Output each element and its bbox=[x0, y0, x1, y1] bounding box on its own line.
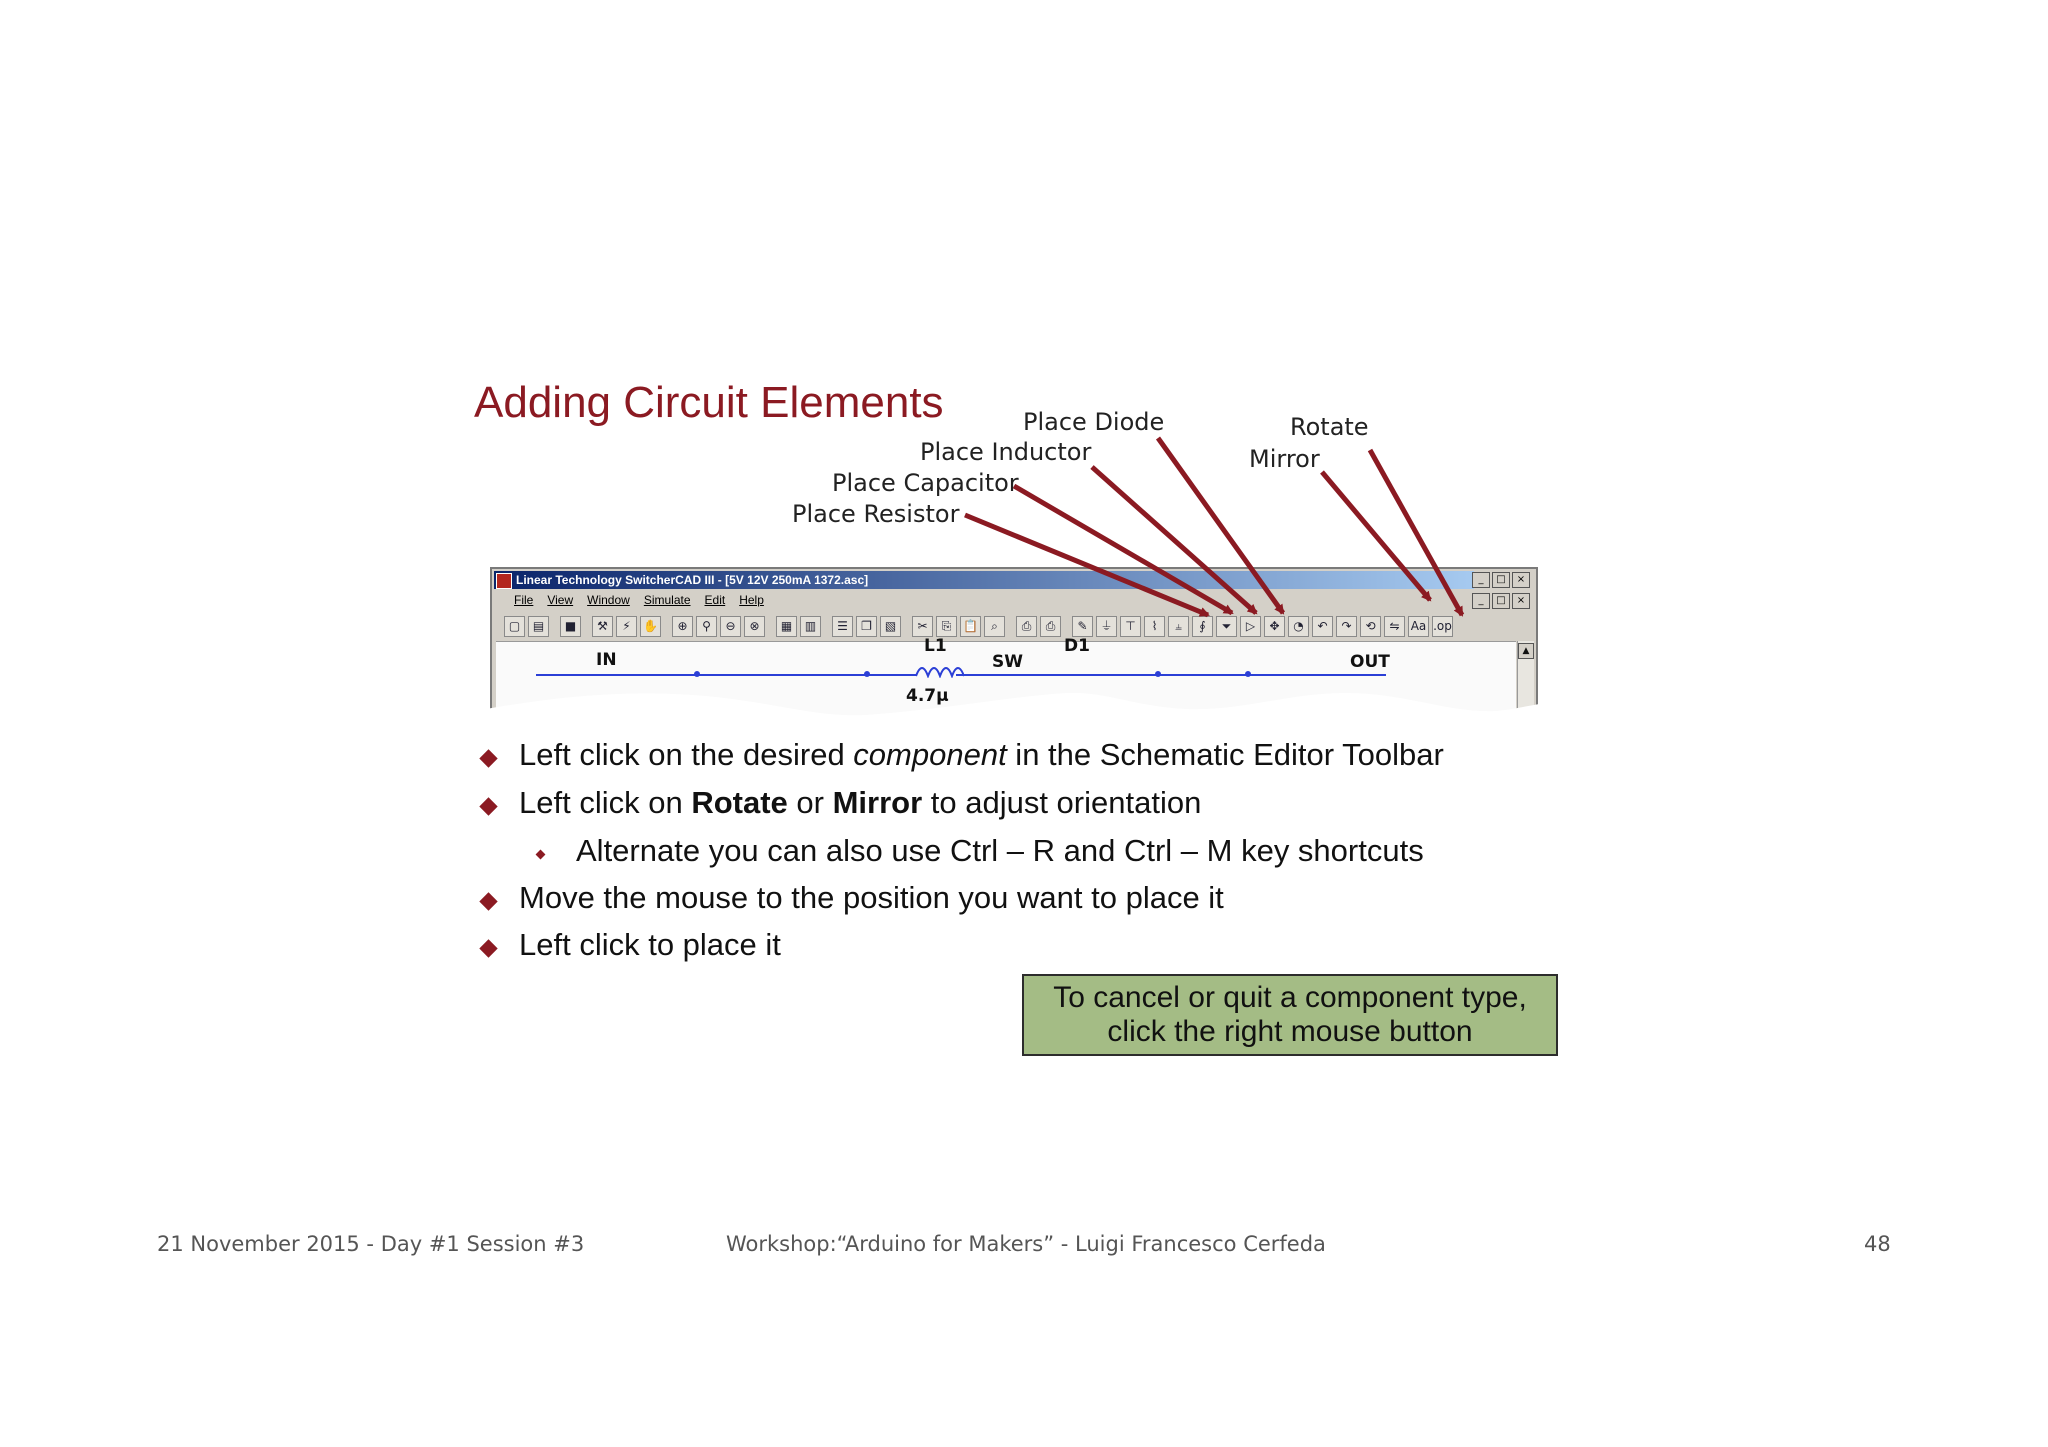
callout-place-capacitor: Place Capacitor bbox=[832, 469, 1019, 497]
callout-place-inductor: Place Inductor bbox=[920, 438, 1092, 466]
menu-file[interactable]: File bbox=[514, 593, 534, 607]
minimize-icon[interactable]: _ bbox=[1472, 572, 1490, 588]
bullet-text-part: or bbox=[787, 785, 833, 820]
run-icon[interactable]: ⚡ bbox=[616, 616, 637, 637]
diode-icon[interactable]: ⏷ bbox=[1216, 616, 1237, 637]
print-icon[interactable]: ⎙ bbox=[1040, 616, 1061, 637]
new-schematic-icon[interactable]: ▢ bbox=[504, 616, 525, 637]
spice-directive-icon[interactable]: .op bbox=[1432, 616, 1453, 637]
inductor-icon[interactable]: ∮ bbox=[1192, 616, 1213, 637]
halt-icon[interactable]: ✋ bbox=[640, 616, 661, 637]
net-label-sw: SW bbox=[992, 652, 1023, 672]
arrow-place-diode bbox=[1158, 438, 1283, 613]
bullet-text-part: in the Schematic Editor Toolbar bbox=[1006, 737, 1444, 772]
draw-wire-icon[interactable]: ✎ bbox=[1072, 616, 1093, 637]
net-label-in: IN bbox=[596, 650, 617, 670]
slide-title: Adding Circuit Elements bbox=[474, 378, 944, 427]
arrow-mirror bbox=[1322, 472, 1430, 600]
open-icon[interactable]: ▤ bbox=[528, 616, 549, 637]
label-net-icon[interactable]: ⊤ bbox=[1120, 616, 1141, 637]
zoom-in-icon[interactable]: ⊕ bbox=[672, 616, 693, 637]
callout-rotate: Rotate bbox=[1290, 413, 1369, 441]
redo-icon[interactable]: ↷ bbox=[1336, 616, 1357, 637]
bullet-text: Left click to place it bbox=[519, 927, 781, 962]
zoom-out-icon[interactable]: ⊖ bbox=[720, 616, 741, 637]
menu-simulate[interactable]: Simulate bbox=[643, 593, 691, 607]
mirror-icon[interactable]: ⇋ bbox=[1384, 616, 1405, 637]
callout-place-resistor: Place Resistor bbox=[792, 500, 960, 528]
pan-icon[interactable]: ⚲ bbox=[696, 616, 717, 637]
cascade-icon[interactable]: ❐ bbox=[856, 616, 877, 637]
bullet-text-part: to adjust orientation bbox=[922, 785, 1202, 820]
sub-bullet-text: Alternate you can also use Ctrl – R and Ctrl – M key shortcuts bbox=[576, 833, 1424, 868]
ground-icon[interactable]: ⏚ bbox=[1096, 616, 1117, 637]
doc-minimize-icon[interactable]: _ bbox=[1472, 593, 1490, 609]
doc-restore-icon[interactable]: □ bbox=[1492, 593, 1510, 609]
move-icon[interactable]: ✥ bbox=[1264, 616, 1285, 637]
save-icon[interactable]: ■ bbox=[560, 616, 581, 637]
grid-icon[interactable]: ▥ bbox=[800, 616, 821, 637]
bullet-text: Move the mouse to the position you want to place it bbox=[519, 880, 1224, 915]
paste-icon[interactable]: 📋 bbox=[960, 616, 981, 637]
callout-place-diode: Place Diode bbox=[1023, 408, 1165, 436]
tile-horizontal-icon[interactable]: ☰ bbox=[832, 616, 853, 637]
text-icon[interactable]: Aa bbox=[1408, 616, 1429, 637]
cut-icon[interactable]: ✂ bbox=[912, 616, 933, 637]
doc-close-icon[interactable]: × bbox=[1512, 593, 1530, 609]
bullet-text-part: Left click on bbox=[519, 785, 692, 820]
tile-vertical-icon[interactable]: ▧ bbox=[880, 616, 901, 637]
footer-workshop: Workshop:“Arduino for Makers” - Luigi Francesco Cerfeda bbox=[726, 1232, 1326, 1256]
note-line-2: click the right mouse button bbox=[1107, 1015, 1473, 1048]
close-icon[interactable]: × bbox=[1512, 572, 1530, 588]
component-icon[interactable]: ▷ bbox=[1240, 616, 1261, 637]
bullet-text bbox=[519, 785, 1201, 821]
drag-icon[interactable]: ◔ bbox=[1288, 616, 1309, 637]
find-icon[interactable]: ⌕ bbox=[984, 616, 1005, 637]
zoom-fit-icon[interactable]: ⊗ bbox=[744, 616, 765, 637]
bullet-text bbox=[519, 737, 1444, 773]
window-title: Linear Technology SwitcherCAD III - [5V 12V 250mA 1372.asc] bbox=[516, 573, 869, 587]
menu-help[interactable]: Help bbox=[739, 593, 764, 607]
footer-date: 21 November 2015 - Day #1 Session #3 bbox=[157, 1232, 585, 1256]
callout-mirror: Mirror bbox=[1249, 445, 1320, 473]
cancel-note-box bbox=[1022, 974, 1558, 1056]
inductor-value: 4.7μ bbox=[906, 686, 949, 706]
page-number: 48 bbox=[1864, 1232, 1891, 1256]
autorange-icon[interactable]: ▦ bbox=[776, 616, 797, 637]
bullet-text-part: Left click on the desired bbox=[519, 737, 854, 772]
copy-icon[interactable]: ⎘ bbox=[936, 616, 957, 637]
scroll-up-icon[interactable]: ▲ bbox=[1518, 643, 1534, 659]
resistor-icon[interactable]: ⌇ bbox=[1144, 616, 1165, 637]
net-label-out: OUT bbox=[1350, 652, 1390, 672]
menu-window[interactable]: Window bbox=[587, 593, 630, 607]
component-label-d1: D1 bbox=[1064, 636, 1090, 656]
bullet-text-bold: Mirror bbox=[832, 785, 923, 820]
component-label-l1: L1 bbox=[924, 636, 947, 656]
undo-icon[interactable]: ↶ bbox=[1312, 616, 1333, 637]
capacitor-icon[interactable]: ⫨ bbox=[1168, 616, 1189, 637]
maximize-icon[interactable]: □ bbox=[1492, 572, 1510, 588]
control-panel-icon[interactable]: ⚒ bbox=[592, 616, 613, 637]
print-setup-icon[interactable]: ⎙ bbox=[1016, 616, 1037, 637]
menu-edit[interactable]: Edit bbox=[704, 593, 726, 607]
note-line-1: To cancel or quit a component type, bbox=[1053, 981, 1527, 1014]
rotate-icon[interactable]: ⟲ bbox=[1360, 616, 1381, 637]
menu-view[interactable]: View bbox=[547, 593, 574, 607]
arrow-rotate bbox=[1370, 450, 1462, 615]
bullet-text-bold: Rotate bbox=[691, 785, 788, 820]
bullet-text-emphasis: component bbox=[853, 737, 1007, 772]
